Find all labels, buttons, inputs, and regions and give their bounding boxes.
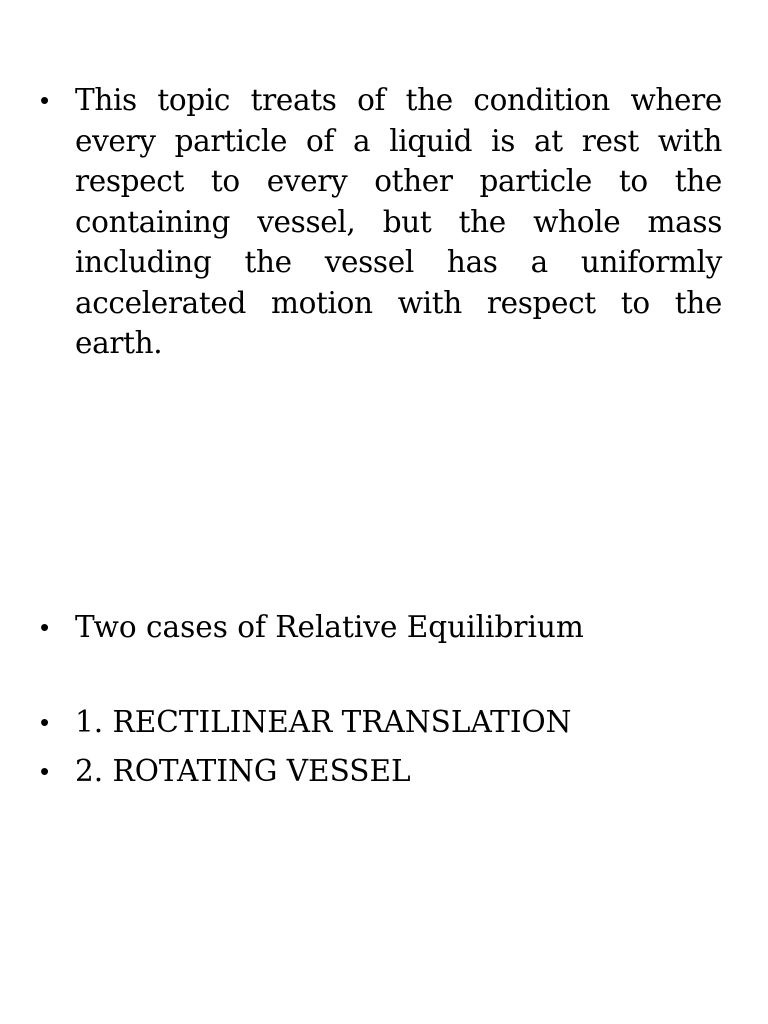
bullet-icon: •	[40, 85, 50, 115]
bullet-item-two-cases	[40, 607, 722, 648]
bullet-icon: •	[40, 707, 50, 737]
bullet-icon: •	[40, 756, 50, 786]
bullet-item-definition	[40, 80, 722, 364]
bullet-item-rectilinear-translation	[40, 702, 722, 743]
rectilinear-translation-text: 1. RECTILINEAR TRANSLATION	[75, 705, 572, 739]
bullet-icon: •	[40, 612, 50, 642]
two-cases-text: Two cases of Relative Equilibrium	[75, 610, 584, 644]
rotating-vessel-text: 2. ROTATING VESSEL	[75, 754, 411, 788]
definition-text: This topic treats of the condition where every particle of a liquid is at rest with respect to every other particle to the containing vessel, but the whole mass including the vessel has a uniformly accelerated motion with respect to the earth.	[75, 83, 722, 360]
bullet-item-rotating-vessel	[40, 751, 722, 792]
